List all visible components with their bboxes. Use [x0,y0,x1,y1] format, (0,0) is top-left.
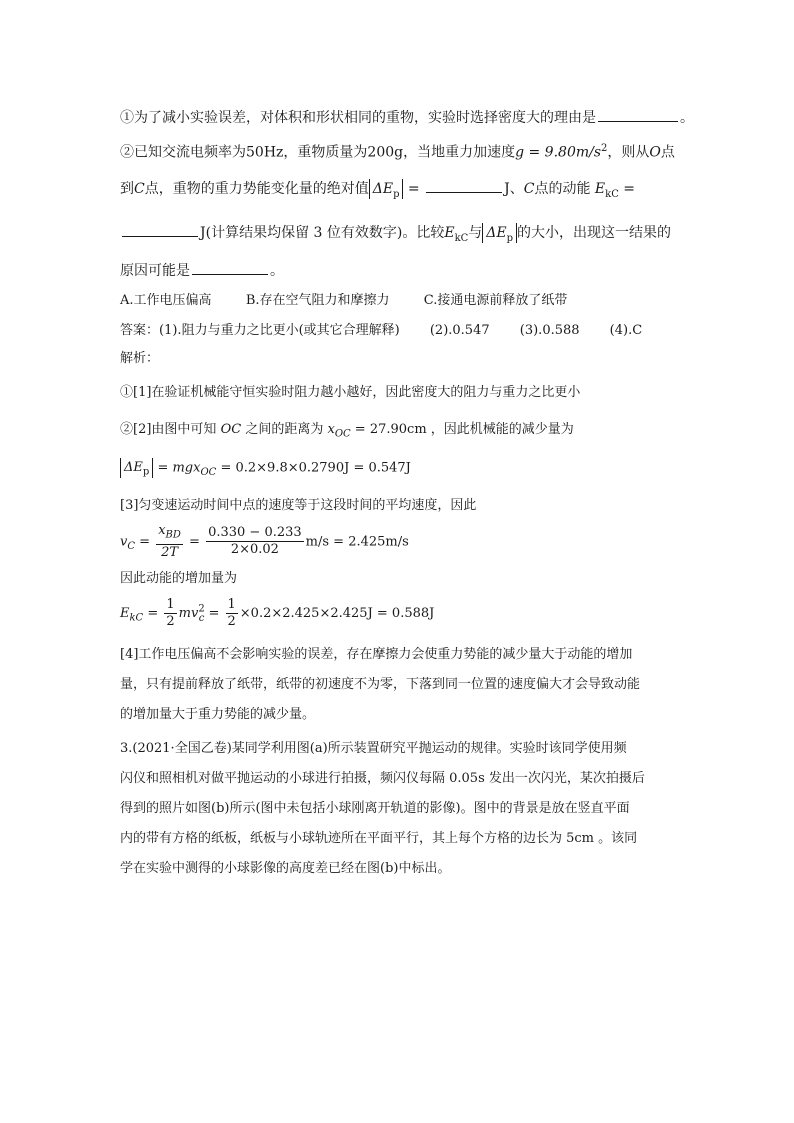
answer-blank-2 [426,178,502,193]
answer-line: 答案：(1).阻力与重力之比更小(或其它合理解释) (2).0.547 (3).0.588 (4).C [120,323,643,338]
q3-line-5: 学在实验中测得的小球影像的高度差已经在图(b)中标出。 [120,861,451,876]
q3-line-1: 3.(2021·全国乙卷)某同学利用图(a)所示装置研究平抛运动的规律。实验时该同学使用频 [120,741,627,756]
analysis-p5c: 的增加量大于重力势能的减少量。 [120,707,316,722]
answer-blank-3 [122,222,198,237]
options-line [120,292,680,310]
fraction-2: $\frac{0.330 - 0.233}{2\times 0.02}$ [208,525,302,558]
abs-delta-ep: $\Delta E_p$ [369,179,404,199]
option-a: A.工作电压偏高 [120,293,212,308]
answer-blank-4 [192,260,268,275]
analysis-p2: ②[2]由图中可知 OC 之间的距离为 $x_{OC} = 27.90cm$ ，因此机械能的减少量为 [120,422,574,440]
option-c: C.接通电源前释放了纸带 [423,293,568,308]
question-line-4: J(计算结果均保留 3 位有效数字)。比较$E_{kC}$与 $\Delta E_p$ 的大小，出现这一结果的 [120,222,680,248]
analysis-p5b: 量，只有提前释放了纸带，纸带的初速度不为零，下落到同一位置的速度偏大才会导致动能 [120,677,641,692]
q3-line-2: 闪仪和照相机对做平抛运动的小球进行拍摄，频闪仪每隔 0.05s 发出一次闪光，某次拍摄后 [120,771,645,786]
fraction-1: $\frac{x_{BD}}{2T}$ [158,523,181,560]
option-b: B.存在空气阻力和摩擦力 [245,293,390,308]
question-line-1: ①为了减小实验误差，对体积和形状相同的重物，实验时选择密度大的理由是 。 [120,107,680,127]
analysis-p5a: [4]工作电压偏高不会影响实验的误差，存在摩擦力会使重力势能的减少量大于动能的增加 [120,647,633,662]
analysis-p3: [3]匀变速运动时间中点的速度等于这段时间的平均速度，因此 [120,498,477,513]
analysis-p1: ①[1]在验证机械能守恒实验时阻力越小越好，因此密度大的阻力与重力之比更小 [120,385,581,400]
analysis-p4: 因此动能的增加量为 [120,571,238,586]
equation-3: $E_{kC}$ = $\frac{1}{2}$ $mv^2_c$ = $\frac{1}{2}$ ×0.2×2.425×2.425J = 0.588J [120,597,435,629]
equation-2: $v_C$ = $\frac{x_{BD}}{2T}$ = $\frac{0.330 - 0.233}{2\times 0.02}$ m/s = 2.425m/s [120,523,409,560]
answer-blank-1 [598,107,678,122]
q3-line-4: 内的带有方格的纸板，纸板与小球轨迹所在平面平行，其上每个方格的边长为 5cm 。该同 [120,831,638,846]
q3-line-3: 得到的照片如图(b)所示(图中未包括小球刚离开轨道的影像)。图中的背景是放在竖直平面 [120,801,630,816]
analysis-label: 解析： [120,351,160,366]
question-line-3: 到C点，重物的重力势能变化量的绝对值 $\Delta E_p = J$、C点的动能 $E_{kC}$ = [120,178,680,204]
equation-1: $\Delta E_p = mgx_{OC} = 0.2\times 9.8\times 0.2790J = 0.547J$ [120,458,680,482]
question-line-2: ②已知交流电频率为50Hz，重物质量为200g，当地重力加速度$g = 9.80m/s^2$，则从O点 [120,143,675,161]
question-line-5: 原因可能是 。 [120,260,680,280]
abs-delta-ep-2: $\Delta E_p$ [482,223,517,243]
